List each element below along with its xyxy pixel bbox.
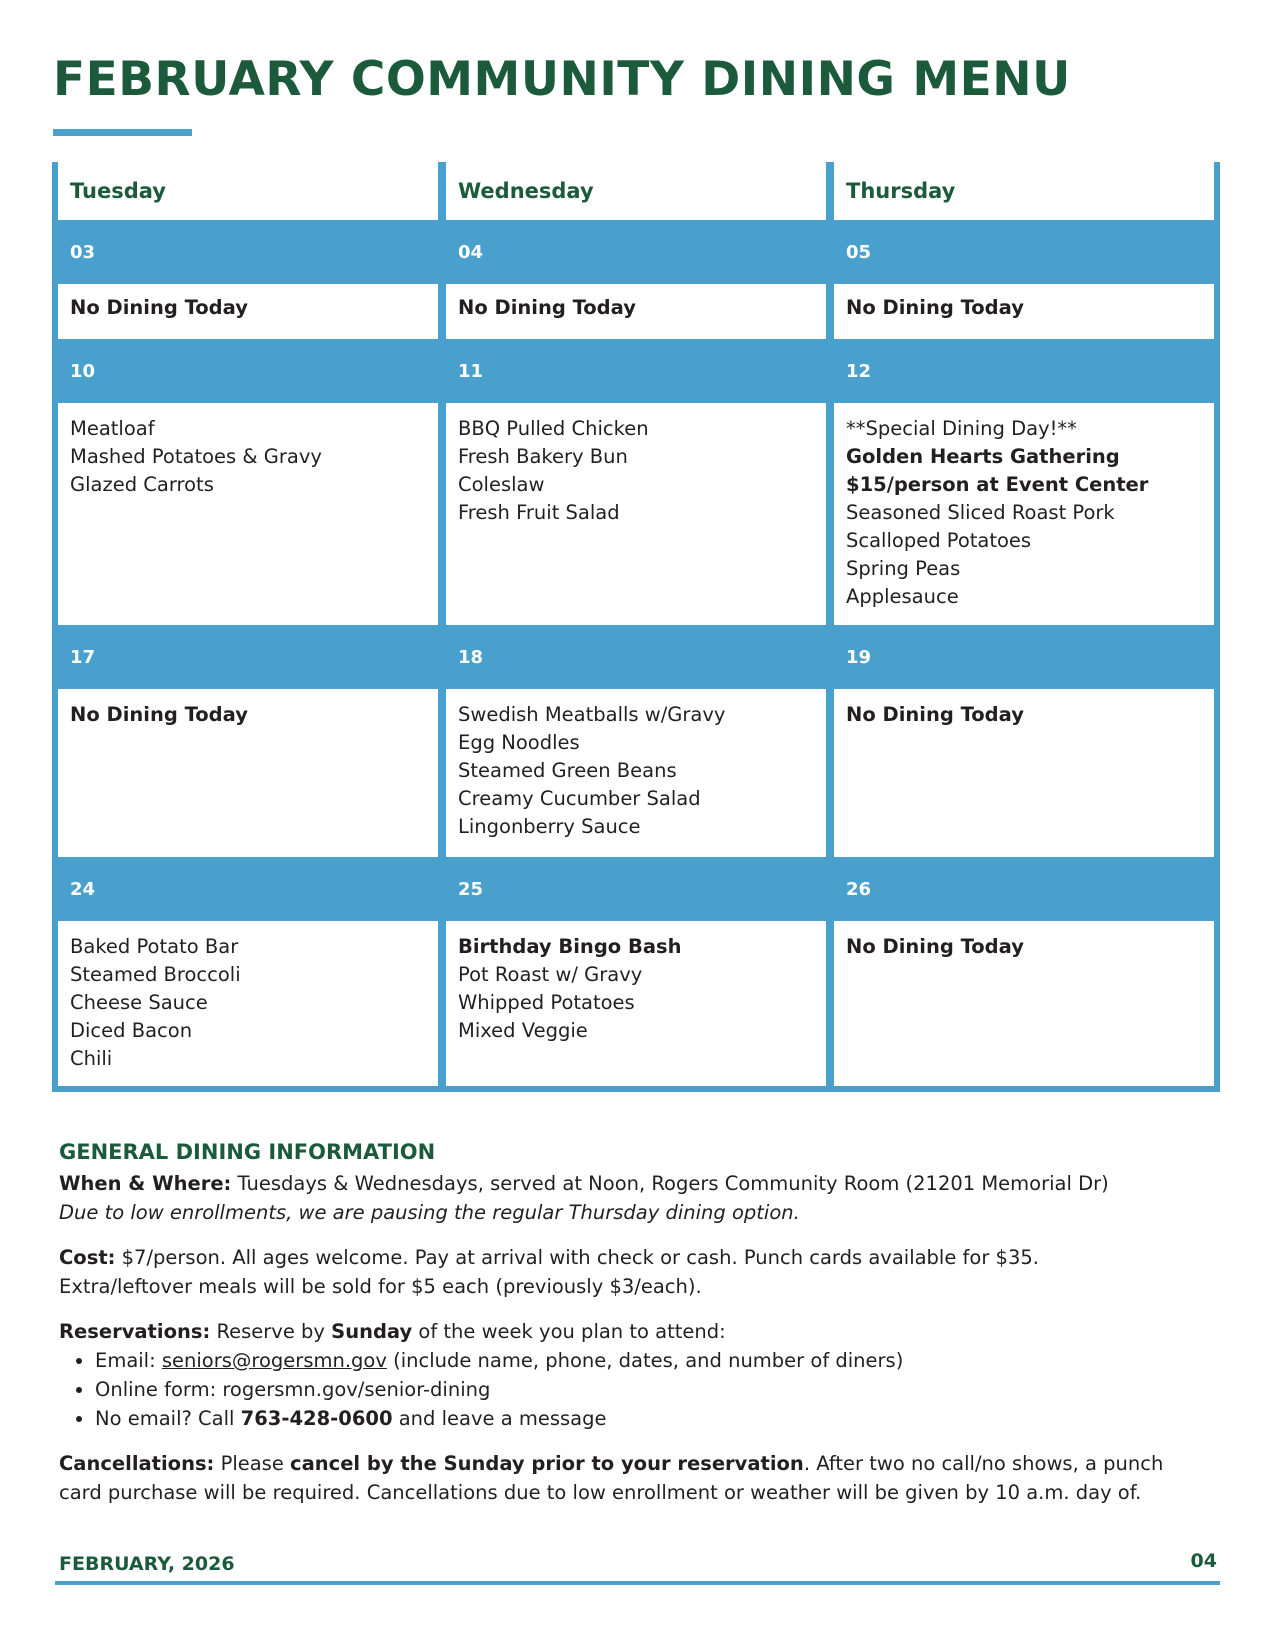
leftover-meals-note: Extra/leftover meals will be sold for $5 each (previously $3/each). bbox=[59, 1275, 702, 1298]
menu-item: $15/person at Event Center bbox=[846, 473, 1149, 496]
meal-cell bbox=[446, 689, 826, 857]
cancellations-deadline: cancel by the Sunday prior to your reservation bbox=[290, 1452, 804, 1475]
menu-item: Chili bbox=[70, 1047, 113, 1070]
reservation-methods-list bbox=[59, 1346, 1219, 1433]
date-cell: 19 bbox=[846, 646, 872, 668]
menu-item: Glazed Carrots bbox=[70, 473, 214, 496]
menu-item: No Dining Today bbox=[458, 296, 636, 319]
menu-item: **Special Dining Day!** bbox=[846, 417, 1077, 440]
meal-row bbox=[58, 403, 1214, 625]
menu-item: No Dining Today bbox=[846, 935, 1024, 958]
page-number: 04 bbox=[1190, 1550, 1217, 1572]
date-cell: 05 bbox=[846, 241, 872, 263]
menu-item: Egg Noodles bbox=[458, 731, 580, 754]
meal-cell bbox=[834, 689, 1214, 857]
cancellations-post: . After two no call/no shows, a punch bbox=[803, 1452, 1164, 1475]
date-row bbox=[58, 339, 1214, 403]
date-cell: 26 bbox=[846, 878, 872, 900]
menu-item: Mixed Veggie bbox=[458, 1019, 588, 1042]
reservations-line bbox=[59, 1317, 1219, 1346]
meal-cell bbox=[446, 921, 826, 1086]
meal-cell bbox=[446, 403, 826, 625]
email-label: Email: bbox=[95, 1349, 156, 1372]
date-cell: 04 bbox=[458, 241, 484, 263]
day-header-wednesday: Wednesday bbox=[446, 162, 826, 220]
cancellations-pre: Please bbox=[220, 1452, 284, 1475]
menu-item: Cheese Sauce bbox=[70, 991, 208, 1014]
meal-row bbox=[58, 921, 1214, 1086]
footer-rule bbox=[55, 1581, 1220, 1585]
menu-calendar bbox=[52, 162, 1220, 1092]
when-where-text: Tuesdays & Wednesdays, served at Noon, Rogers Community Room (21201 Memorial Dr) bbox=[237, 1172, 1109, 1195]
page-title: FEBRUARY COMMUNITY DINING MENU bbox=[53, 52, 1071, 107]
title-underline bbox=[53, 129, 192, 136]
list-item bbox=[95, 1404, 1219, 1433]
cancellations-line bbox=[59, 1449, 1219, 1478]
meal-cell bbox=[834, 403, 1214, 625]
menu-item: No Dining Today bbox=[70, 703, 248, 726]
menu-item: Steamed Green Beans bbox=[458, 759, 677, 782]
menu-item: Seasoned Sliced Roast Pork bbox=[846, 501, 1115, 524]
reservations-post: of the week you plan to attend: bbox=[418, 1320, 726, 1343]
menu-item: Coleslaw bbox=[458, 473, 545, 496]
menu-item: Diced Bacon bbox=[70, 1019, 193, 1042]
date-cell: 11 bbox=[458, 360, 484, 382]
cost-text: $7/person. All ages welcome. Pay at arrival with check or cash. Punch cards available for $35. bbox=[121, 1246, 1039, 1269]
meal-cell bbox=[446, 284, 826, 339]
menu-item: No Dining Today bbox=[846, 703, 1024, 726]
info-heading: GENERAL DINING INFORMATION bbox=[59, 1140, 436, 1164]
call-post: and leave a message bbox=[398, 1407, 607, 1430]
reservations-day: Sunday bbox=[331, 1320, 413, 1343]
menu-item: No Dining Today bbox=[70, 296, 248, 319]
phone-number: 763-428-0600 bbox=[240, 1407, 393, 1430]
menu-item: Baked Potato Bar bbox=[70, 935, 239, 958]
menu-item: Whipped Potatoes bbox=[458, 991, 635, 1014]
when-where-line bbox=[59, 1169, 1219, 1198]
cancellations-note: card purchase will be required. Cancellations due to low enrollment or weather will be given by 10 a.m. day of. bbox=[59, 1481, 1142, 1504]
menu-item: Steamed Broccoli bbox=[70, 963, 241, 986]
date-cell: 03 bbox=[70, 241, 96, 263]
reservations-pre: Reserve by bbox=[216, 1320, 325, 1343]
meal-cell bbox=[834, 921, 1214, 1086]
when-where-label: When & Where: bbox=[59, 1172, 232, 1195]
general-dining-info bbox=[59, 1137, 1219, 1507]
meal-row bbox=[58, 284, 1214, 339]
cost-line bbox=[59, 1243, 1219, 1272]
menu-item: Fresh Fruit Salad bbox=[458, 501, 620, 524]
date-cell: 18 bbox=[458, 646, 484, 668]
email-note: (include name, phone, dates, and number of diners) bbox=[393, 1349, 904, 1372]
menu-item: Lingonberry Sauce bbox=[458, 815, 641, 838]
date-row bbox=[58, 625, 1214, 689]
day-header-thursday: Thursday bbox=[834, 162, 1214, 220]
menu-item: Pot Roast w/ Gravy bbox=[458, 963, 643, 986]
cost-label: Cost: bbox=[59, 1246, 116, 1269]
meal-cell bbox=[58, 403, 438, 625]
day-header-tuesday: Tuesday bbox=[58, 162, 438, 220]
footer-date: FEBRUARY, 2026 bbox=[59, 1553, 235, 1575]
menu-item: BBQ Pulled Chicken bbox=[458, 417, 649, 440]
menu-item: Mashed Potatoes & Gravy bbox=[70, 445, 322, 468]
date-cell: 24 bbox=[70, 878, 96, 900]
meal-cell bbox=[58, 689, 438, 857]
menu-item: No Dining Today bbox=[846, 296, 1024, 319]
date-cell: 25 bbox=[458, 878, 484, 900]
email-link[interactable]: seniors@rogersmn.gov bbox=[161, 1349, 387, 1372]
date-row bbox=[58, 220, 1214, 284]
list-item bbox=[95, 1346, 1219, 1375]
date-row bbox=[58, 857, 1214, 921]
date-cell: 12 bbox=[846, 360, 872, 382]
menu-item: Swedish Meatballs w/Gravy bbox=[458, 703, 726, 726]
meal-cell bbox=[58, 284, 438, 339]
date-cell: 10 bbox=[70, 360, 96, 382]
menu-item: Fresh Bakery Bun bbox=[458, 445, 628, 468]
meal-cell bbox=[834, 284, 1214, 339]
meal-row bbox=[58, 689, 1214, 857]
menu-item: Birthday Bingo Bash bbox=[458, 935, 682, 958]
list-item: • Online form: rogersmn.gov/senior-dining bbox=[95, 1375, 1219, 1404]
date-cell: 17 bbox=[70, 646, 96, 668]
cancellations-label: Cancellations: bbox=[59, 1452, 215, 1475]
menu-item: Spring Peas bbox=[846, 557, 961, 580]
menu-item: Applesauce bbox=[846, 585, 959, 608]
day-header-row bbox=[58, 162, 1214, 220]
thursday-pause-note: Due to low enrollments, we are pausing the regular Thursday dining option. bbox=[59, 1201, 800, 1224]
menu-item: Golden Hearts Gathering bbox=[846, 445, 1120, 468]
menu-item: Meatloaf bbox=[70, 417, 155, 440]
menu-item: Creamy Cucumber Salad bbox=[458, 787, 701, 810]
menu-item: Scalloped Potatoes bbox=[846, 529, 1032, 552]
call-pre: No email? Call bbox=[95, 1407, 235, 1430]
meal-cell bbox=[58, 921, 438, 1086]
reservations-label: Reservations: bbox=[59, 1320, 211, 1343]
